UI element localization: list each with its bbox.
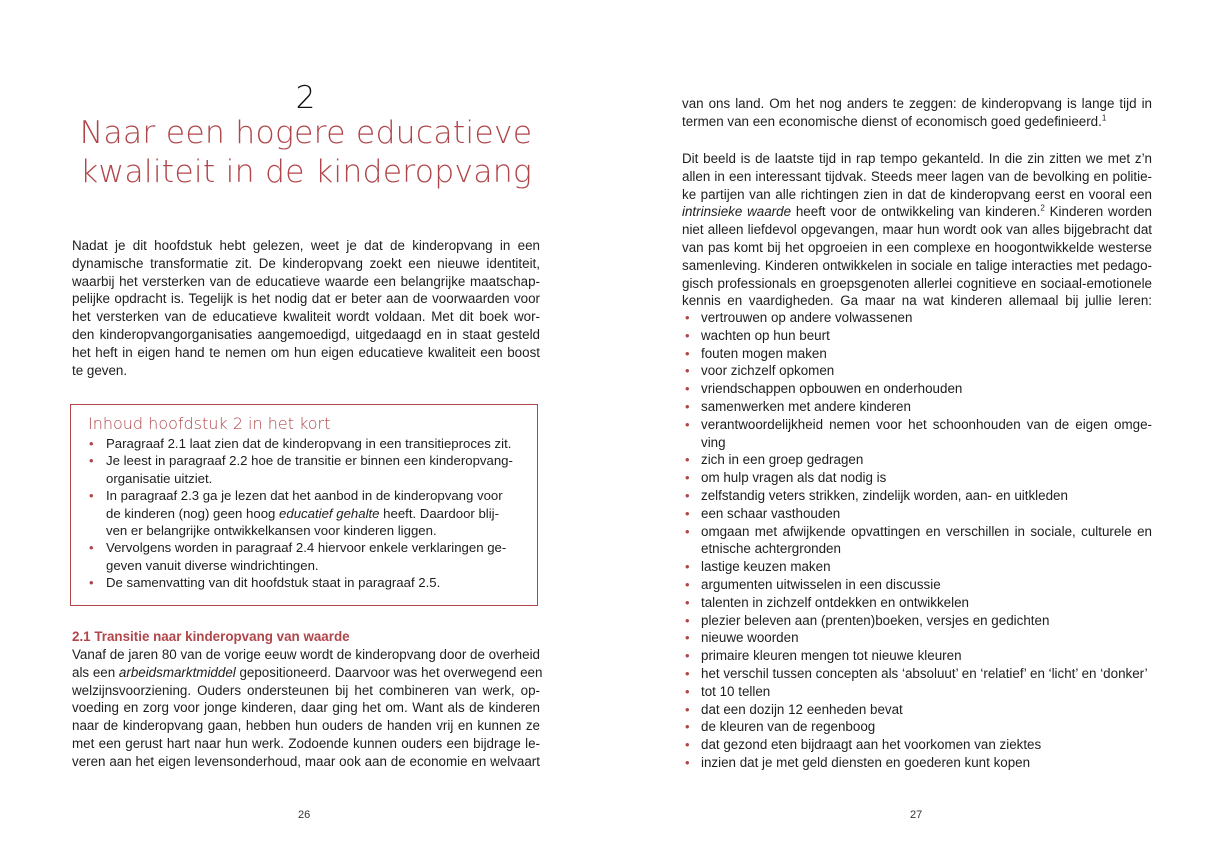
- text-line: te geven.: [72, 362, 128, 378]
- bullet-icon: •: [685, 487, 690, 503]
- list-item: [682, 701, 1152, 719]
- text-line: voor zichzelf opkomen: [701, 363, 835, 379]
- list-item: [682, 380, 1152, 398]
- text-line: voeding en zorg voor jonge kinderen, daar ging het om. Want als de kinderen: [72, 700, 540, 716]
- text-line: talenten in zichzelf ontdekken en ontwikkelen: [701, 594, 969, 610]
- emphasis-term: arbeidsmarktmiddel: [118, 664, 236, 680]
- list-item: [682, 576, 1152, 594]
- bullet-icon: •: [685, 630, 690, 646]
- body-paragraph: [682, 150, 1152, 310]
- text-line: waarbij het versterken van de educatieve waarde een belangrijke maatschap-: [72, 273, 540, 289]
- text-line: het versterken van de educatieve kwaliteit wordt voldaan. Met dit boek wor-: [72, 309, 540, 325]
- list-item: [682, 683, 1152, 701]
- text-run: termen van een economische dienst of economisch goed gedefinieerd.: [682, 113, 1102, 129]
- footnote-marker[interactable]: 2: [1040, 203, 1045, 213]
- text-line: de kleuren van de regenboog: [701, 719, 876, 735]
- text-line: ke partijen van alle richtingen zien in dat de kinderopvang eerst en vooral een: [682, 186, 1152, 202]
- list-item: [682, 647, 1152, 665]
- text-line: vriendschappen opbouwen en onderhouden: [701, 381, 963, 397]
- chapter-number: 2: [295, 80, 317, 116]
- text-line: kennis en vaardigheden. Ga maar na wat kinderen allemaal bij jullie leren:: [682, 293, 1152, 309]
- bullet-icon: •: [685, 398, 690, 414]
- bullet-icon: •: [685, 363, 690, 379]
- text-line: zich in een groep gedragen: [701, 452, 864, 468]
- bullet-icon: •: [89, 453, 94, 469]
- text-line: lastige keuzen maken: [701, 559, 831, 575]
- bullet-icon: •: [685, 737, 690, 753]
- emphasis-term: educatief gehalte: [279, 505, 380, 521]
- text-line: een schaar vasthouden: [701, 505, 841, 521]
- bullet-icon: •: [685, 559, 690, 575]
- text-line: het heft in eigen hand te nemen om hun eigen educatieve kwaliteit een boost: [72, 344, 540, 360]
- list-item: [682, 345, 1152, 363]
- list-item: [682, 594, 1152, 612]
- text-line: dynamische transformatie zit. De kinderopvang zoekt een nieuwe identiteit,: [72, 255, 540, 271]
- text-line: samenwerken met andere kinderen: [701, 398, 911, 414]
- bullet-icon: •: [685, 523, 690, 539]
- page-number: 26: [298, 809, 311, 821]
- list-item: [682, 718, 1152, 736]
- text-line: nieuwe woorden: [701, 630, 799, 646]
- bullet-icon: •: [685, 648, 690, 664]
- text-line: verantwoordelijkheid nemen voor het schoonhouden van de eigen omge-: [701, 416, 1152, 432]
- left-page: [72, 0, 543, 862]
- text-line: [106, 505, 521, 522]
- text-line: zelfstandig veters strikken, zindelijk worden, aan- en uitkleden: [701, 487, 1068, 503]
- summary-item: [86, 487, 521, 539]
- chapter-title-line: kwaliteit in de kinderopvang: [79, 154, 533, 190]
- list-item: [682, 523, 1152, 559]
- bullet-icon: •: [685, 576, 690, 592]
- text-line: Je leest in paragraaf 2.2 hoe de transitie er binnen een kinderopvang-: [106, 453, 513, 469]
- text-line: welzijnsvoorziening. Ouders ondersteunen bij het combineren van werk, op-: [72, 682, 540, 698]
- bullet-icon: •: [685, 452, 690, 468]
- text-line: wachten op hun beurt: [701, 327, 830, 343]
- emphasis-term: intrinsieke waarde: [682, 204, 792, 220]
- text-line: organisatie uitziet.: [106, 470, 213, 486]
- bullet-icon: •: [685, 701, 690, 717]
- summary-item: [86, 539, 521, 574]
- intro-paragraph: [72, 237, 540, 379]
- list-item: [682, 398, 1152, 416]
- list-item: [682, 754, 1152, 772]
- text-line: argumenten uitwisselen in een discussie: [701, 576, 941, 592]
- text-line: dat een dozijn 12 eenheden bevat: [701, 701, 903, 717]
- text-line: samenleving. Kinderen ontwikkelen in sociale en talige interacties met pedago-: [682, 257, 1152, 273]
- list-item: [682, 309, 1152, 327]
- text-run: heeft voor de ontwikkeling van kinderen.: [791, 204, 1041, 220]
- footnote-marker[interactable]: 1: [1101, 113, 1107, 123]
- bullet-icon: •: [685, 310, 690, 325]
- bullet-icon: •: [89, 436, 94, 451]
- text-run: Kinderen worden: [1044, 204, 1152, 220]
- text-line: etnische achtergronden: [701, 541, 841, 557]
- text-line: veren aan het eigen levensonderhoud, maar ook aan de economie en welvaart: [72, 753, 540, 769]
- text-line: [682, 203, 1152, 221]
- text-line: [682, 113, 1152, 131]
- bullet-icon: •: [685, 470, 690, 486]
- text-run: als een: [72, 664, 119, 680]
- text-line: het verschil tussen concepten als ‘absoluut’ en ‘relatief’ en ‘licht’ en ‘donker’: [701, 665, 1148, 681]
- text-line: allen in een interessant tijdvak. Steeds meer lagen van de bevolking en politie-: [682, 168, 1152, 184]
- chapter-title: [72, 114, 540, 192]
- section-heading: 2.1 Transitie naar kinderopvang van waarde: [72, 629, 350, 644]
- bullet-icon: •: [685, 381, 690, 397]
- right-page: [682, 0, 1152, 862]
- bullet-icon: •: [685, 719, 690, 735]
- summary-item: [86, 435, 521, 452]
- text-line: inzien dat je met geld diensten en goederen kunt kopen: [701, 754, 1031, 770]
- text-line: van pas komt bij het opgroeien in een complexe en hoogontwikkelde westerse: [682, 239, 1152, 255]
- list-item: [682, 505, 1152, 523]
- list-item: [682, 416, 1152, 452]
- list-item: [682, 451, 1152, 469]
- bullet-icon: •: [685, 505, 690, 521]
- text-line: ving: [701, 434, 726, 450]
- text-run: gepositioneerd. Daarvoor was het overwegend een: [235, 664, 543, 680]
- text-line: niet alleen liefdevol opgevangen, maar hun wordt ook van alles bijgebracht dat: [682, 222, 1152, 238]
- list-item: [682, 612, 1152, 630]
- list-item: [682, 558, 1152, 576]
- bullet-icon: •: [89, 575, 94, 591]
- text-line: fouten mogen maken: [701, 345, 827, 361]
- text-line: [72, 664, 543, 682]
- bullet-icon: •: [685, 754, 690, 770]
- bullet-icon: •: [89, 488, 94, 504]
- chapter-summary-box: [70, 404, 538, 606]
- summary-item: [86, 452, 521, 487]
- list-item: [682, 469, 1152, 487]
- text-line: Nadat je dit hoofdstuk hebt gelezen, weet je dat de kinderopvang in een: [72, 238, 540, 253]
- section-paragraph: [72, 646, 543, 771]
- summary-item: [86, 574, 521, 591]
- text-line: De samenvatting van dit hoofdstuk staat in paragraaf 2.5.: [106, 575, 441, 591]
- text-line: primaire kleuren mengen tot nieuwe kleuren: [701, 648, 962, 664]
- list-item: [682, 629, 1152, 647]
- summary-list: [86, 435, 521, 592]
- text-line: plezier beleven aan (prenten)boeken, versjes en gedichten: [701, 612, 1050, 628]
- bullet-icon: •: [685, 594, 690, 610]
- text-line: In paragraaf 2.3 ga je lezen dat het aanbod in de kinderopvang voor: [106, 488, 503, 504]
- page-number: 27: [910, 809, 923, 821]
- text-line: Dit beeld is de laatste tijd in rap tempo gekanteld. In die zin zitten we met z’n: [682, 151, 1152, 166]
- text-line: om hulp vragen als dat nodig is: [701, 470, 887, 486]
- bullet-icon: •: [685, 665, 690, 681]
- bullet-icon: •: [685, 345, 690, 361]
- chapter-title-line: Naar een hogere educatieve: [79, 115, 533, 151]
- text-line: naar de kinderopvang gaan, hebben hun ouders de handen vrij en kunnen ze: [72, 718, 540, 734]
- text-line: Vervolgens worden in paragraaf 2.4 hiervoor enkele verklaringen ge-: [106, 540, 507, 556]
- text-line: Vanaf de jaren 80 van de vorige eeuw wordt de kinderopvang door de overheid: [72, 647, 540, 662]
- bullet-icon: •: [89, 540, 94, 556]
- bullet-icon: •: [685, 327, 690, 343]
- summary-title: Inhoud hoofdstuk 2 in het kort: [88, 414, 331, 433]
- text-line: dat gezond eten bijdraagt aan het voorkomen van ziektes: [701, 737, 1042, 753]
- text-line: den kinderopvangorganisaties aangemoedigd, uitgedaagd en in staat gesteld: [72, 326, 540, 342]
- text-line: van ons land. Om het nog anders te zeggen: de kinderopvang is lange tijd in: [682, 96, 1152, 111]
- list-item: [682, 736, 1152, 754]
- list-item: [682, 487, 1152, 505]
- text-run: heeft. Daardoor blij-: [379, 505, 499, 521]
- list-item: [682, 665, 1152, 683]
- bullet-icon: •: [685, 683, 690, 699]
- bullet-icon: •: [685, 612, 690, 628]
- list-item: [682, 327, 1152, 345]
- learning-list: [682, 309, 1152, 772]
- text-line: omgaan met afwijkende opvattingen en verschillen in sociale, culturele en: [701, 523, 1152, 539]
- text-run: de kinderen (nog) geen hoog: [106, 505, 280, 521]
- text-line: Paragraaf 2.1 laat zien dat de kinderopvang in een transitieproces zit.: [106, 436, 512, 451]
- text-line: pelijke opdracht is. Tegelijk is het nodig dat er beter aan de voorwaarden voor: [72, 291, 540, 307]
- bullet-icon: •: [685, 416, 690, 432]
- text-line: ven er belangrijke ontwikkelkansen voor kinderen liggen.: [106, 523, 437, 539]
- list-item: [682, 362, 1152, 380]
- text-line: geven vanuit diverse windrichtingen.: [106, 557, 319, 573]
- text-line: met een gerust hart naar hun werk. Zodoende kunnen ouders een bijdrage le-: [72, 735, 540, 751]
- continued-paragraph: [682, 95, 1152, 131]
- text-line: gisch professionals en groepsgenoten allerlei cognitieve en sociaal-emotionele: [682, 275, 1152, 291]
- text-line: tot 10 tellen: [701, 683, 771, 699]
- text-line: vertrouwen op andere volwassenen: [701, 310, 913, 325]
